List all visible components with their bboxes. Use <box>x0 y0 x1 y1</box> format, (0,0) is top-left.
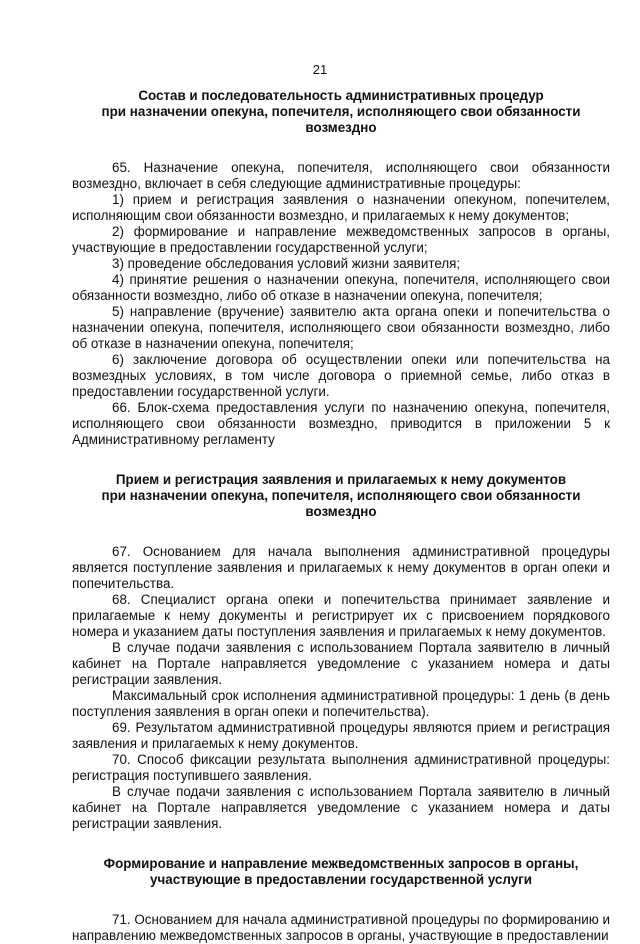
paragraph: 3) проведение обследования условий жизни заявителя; <box>112 256 461 271</box>
section-title-procedures <box>72 88 610 136</box>
paragraph: 5) направление (вручение) заявителю акта органа опеки и попечительства о назначении опекуна, попечителя, исполняющего свои обязанности возмездно, либо об отказе в назначении опекуна, попечителя; <box>72 304 610 351</box>
section-title-line: участвующие в предоставлении государственной услуги <box>150 872 532 887</box>
paragraph: 4) принятие решения о назначении опекуна, попечителя, исполняющего свои обязанности возмездно, либо об отказе в назначении опекуна, попечителя; <box>72 272 610 303</box>
section-title-line: возмездно <box>305 504 377 519</box>
section-title-line: Формирование и направление межведомственных запросов в органы, <box>103 856 579 871</box>
section-title-interagency-requests <box>72 856 610 888</box>
paragraph: 71. Основанием для начала административной процедуры по формированию и направлению межведомственных запросов в органы, участвующие в предоставлении <box>72 912 610 943</box>
paragraph: 2) формирование и направление межведомственных запросов в органы, участвующие в предоставлении государственной услуги; <box>72 224 610 255</box>
paragraph: 70. Способ фиксации результата выполнения административной процедуры: регистрация поступившего заявления. <box>72 752 610 783</box>
section-title-registration <box>72 472 610 520</box>
paragraph: 65. Назначение опекуна, попечителя, исполняющего свои обязанности возмездно, включает в себя следующие административные процедуры: <box>72 160 610 191</box>
paragraph: Максимальный срок исполнения административной процедуры: 1 день (в день поступления заявления в орган опеки и попечительства). <box>72 688 610 719</box>
paragraph: 68. Специалист органа опеки и попечительства принимает заявление и прилагаемые к нему документы и регистрирует их с присвоением порядкового номера и указанием даты поступления заявления и прилагаемых к нему документов. <box>72 592 610 639</box>
section-title-line: Состав и последовательность административных процедур <box>138 88 544 103</box>
paragraph: В случае подачи заявления с использованием Портала заявителю в личный кабинет на Портале направляется уведомление с указанием номера и даты регистрации заявления. <box>72 640 610 687</box>
paragraph: 6) заключение договора об осуществлении опеки или попечительства на возмездных условиях, в том числе договора о приемной семье, либо отказ в предоставлении государственной услуги. <box>72 352 610 399</box>
section-title-line: при назначении опекуна, попечителя, исполняющего свои обязанности <box>101 104 581 119</box>
document-body <box>72 88 610 944</box>
paragraph: В случае подачи заявления с использованием Портала заявителю в личный кабинет на Портале направляется уведомление с указанием номера и даты регистрации заявления. <box>72 784 610 831</box>
section-title-line: возмездно <box>305 120 377 135</box>
paragraph: 67. Основанием для начала выполнения административной процедуры является поступление заявления и прилагаемых к нему документов в орган опеки и попечительства. <box>72 544 610 591</box>
page-number: 21 <box>312 62 328 77</box>
section-title-line: Прием и регистрация заявления и прилагаемых к нему документов <box>115 472 567 487</box>
paragraph: 1) прием и регистрация заявления о назначении опекуном, попечителем, исполняющим свои обязанности возмездно, и прилагаемых к нему документов; <box>72 192 610 223</box>
paragraph: 69. Результатом административной процедуры являются прием и регистрация заявления и прилагаемых к нему документов. <box>72 720 610 751</box>
section-title-line: при назначении опекуна, попечителя, исполняющего свои обязанности <box>101 488 581 503</box>
paragraph: 66. Блок-схема предоставления услуги по назначению опекуна, попечителя, исполняющего свои обязанности возмездно, приводится в приложении 5 к Административному регламенту <box>72 400 610 447</box>
